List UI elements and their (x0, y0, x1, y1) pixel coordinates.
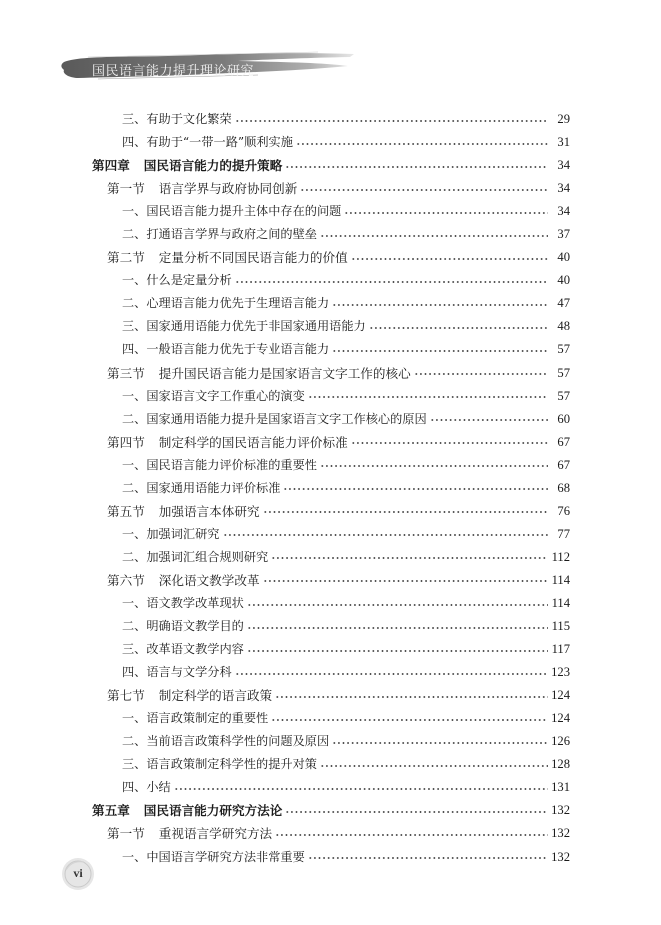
toc-entry-title: 国家通用语能力提升是国家语言文字工作核心的原因 (146, 411, 427, 426)
toc-entry-label (122, 408, 427, 431)
toc-entry-label (92, 154, 282, 177)
toc-entry-title: 当前语言政策科学性的问题及原因 (146, 734, 330, 749)
toc-entry-label (107, 431, 348, 454)
toc-entry-number: 一、 (122, 526, 147, 541)
toc-chapter-row[interactable] (92, 799, 570, 822)
toc-item-row[interactable] (92, 730, 570, 753)
toc-entry-label (122, 269, 232, 292)
toc-entry-number: 第五节 (107, 503, 145, 519)
dot-leader (332, 300, 548, 310)
toc-entry-title: 中国语言学研究方法非常重要 (146, 849, 305, 864)
toc-entry-label (92, 799, 282, 822)
toc-entry-number: 三、 (122, 642, 147, 657)
dot-leader (275, 692, 548, 702)
toc-entry-number: 四、 (122, 665, 147, 680)
toc-section-row[interactable] (92, 569, 570, 592)
toc-page-number: 47 (557, 296, 570, 311)
toc-entry-label (107, 684, 272, 707)
toc-entry-number: 第四节 (107, 434, 145, 450)
toc-page-number: 114 (551, 596, 570, 610)
toc-entry-title: 一般语言能力优先于专业语言能力 (146, 342, 330, 357)
dot-leader (351, 438, 548, 448)
toc-item-row[interactable] (92, 200, 570, 223)
toc-page-number: 132 (551, 803, 570, 818)
toc-item-row[interactable] (92, 269, 570, 292)
toc-entry-label (122, 523, 220, 546)
toc-entry-title: 打通语言学界与政府之间的壁垒 (146, 227, 317, 242)
toc-section-row[interactable] (92, 431, 570, 454)
toc-entry-title: 国家通用语能力评价标准 (146, 480, 281, 495)
dot-leader (320, 461, 548, 471)
toc-page-number: 60 (557, 411, 570, 426)
toc-page-number: 131 (551, 780, 570, 795)
dot-leader (247, 646, 548, 656)
dot-leader (271, 715, 548, 725)
dot-leader (247, 600, 548, 610)
toc-section-row[interactable] (92, 362, 570, 385)
toc-entry-title: 提升国民语言能力是国家语言文字工作的核心 (158, 365, 411, 381)
toc-entry-number: 第一节 (107, 181, 145, 197)
toc-entry-label (122, 776, 171, 799)
toc-entry-title: 语言政策制定的重要性 (146, 711, 269, 726)
toc-page-number: 57 (557, 365, 570, 380)
toc-item-row[interactable] (92, 315, 570, 338)
toc-entry-title: 改革语文教学内容 (146, 642, 244, 657)
dot-leader (308, 392, 548, 402)
toc-entry-title: 心理语言能力优先于生理语言能力 (146, 296, 330, 311)
toc-entry-title: 深化语文教学改革 (158, 572, 260, 588)
toc-page-number: 132 (551, 849, 570, 864)
toc-item-row[interactable] (92, 223, 570, 246)
dot-leader (320, 231, 548, 241)
toc-entry-number: 四、 (122, 342, 147, 357)
toc-item-row[interactable] (92, 753, 570, 776)
toc-entry-number: 二、 (122, 549, 147, 564)
toc-page-number: 124 (551, 688, 570, 703)
toc-entry-number: 第四章 (92, 158, 130, 174)
toc-entry-label (122, 592, 244, 615)
dot-leader (308, 853, 548, 863)
toc-entry-title: 定量分析不同国民语言能力的价值 (158, 250, 348, 266)
toc-page-number: 114 (551, 572, 570, 587)
toc-page-number: 115 (551, 619, 570, 634)
toc-entry-label (107, 500, 260, 523)
toc-item-row[interactable] (92, 776, 570, 799)
toc-entry-title: 有助于文化繁荣 (146, 112, 232, 127)
toc-entry-label (107, 177, 297, 200)
toc-page-number: 77 (557, 526, 570, 541)
toc-entry-label (107, 362, 411, 385)
toc-item-row[interactable] (92, 131, 570, 154)
toc-entry-title: 国民语言能力的提升策略 (143, 158, 283, 174)
toc-page-number: 34 (557, 204, 570, 219)
toc-entry-label (122, 108, 232, 131)
toc-item-row[interactable] (92, 661, 570, 684)
dot-leader (263, 576, 548, 586)
toc-page-number: 68 (557, 480, 570, 495)
toc-entry-number: 第三节 (107, 365, 145, 381)
toc-page-number: 57 (557, 388, 570, 403)
dot-leader (247, 623, 548, 633)
dot-leader (223, 530, 549, 540)
dot-leader (174, 784, 548, 794)
dot-leader (430, 415, 548, 425)
toc-entry-title: 语言政策制定科学性的提升对策 (146, 757, 317, 772)
toc-entry-title: 明确语文教学目的 (146, 619, 244, 634)
page-number: vi (73, 866, 83, 880)
toc-entry-title: 什么是定量分析 (146, 273, 232, 288)
dot-leader (235, 116, 548, 126)
toc-page-number: 117 (551, 642, 570, 657)
toc-entry-number: 二、 (122, 480, 147, 495)
toc-entry-number: 三、 (122, 112, 147, 127)
toc-entry-label (107, 246, 348, 269)
toc-entry-title: 加强语言本体研究 (158, 503, 260, 519)
toc-item-row[interactable] (92, 292, 570, 315)
toc-entry-number: 第六节 (107, 572, 145, 588)
toc-entry-title: 制定科学的语言政策 (158, 688, 273, 704)
toc-page-number: 124 (551, 711, 570, 726)
toc-entry-number: 第七节 (107, 688, 145, 704)
toc-entry-label (122, 753, 317, 776)
toc-page-number: 126 (551, 734, 570, 749)
toc-entry-number: 一、 (122, 849, 147, 864)
toc-entry-number: 第五章 (92, 803, 130, 819)
toc-entry-number: 二、 (122, 734, 147, 749)
toc-entry-number: 第二节 (107, 250, 145, 266)
dot-leader (332, 738, 548, 748)
toc-entry-title: 语言与文学分科 (146, 665, 232, 680)
toc-item-row[interactable] (92, 638, 570, 661)
toc-entry-number: 四、 (122, 780, 147, 795)
dot-leader (414, 369, 548, 379)
dot-leader (235, 277, 548, 287)
dot-leader (351, 254, 548, 264)
toc-entry-title: 制定科学的国民语言能力评价标准 (158, 434, 348, 450)
toc-entry-label (122, 546, 268, 569)
toc-page-number: 34 (557, 181, 570, 196)
toc-section-row[interactable] (92, 684, 570, 707)
toc-entry-title: 加强词汇组合规则研究 (146, 549, 269, 564)
toc-entry-label (122, 292, 329, 315)
toc-entry-label (122, 730, 329, 753)
toc-item-row[interactable] (92, 592, 570, 615)
toc-entry-label (107, 569, 260, 592)
toc-entry-label (122, 385, 305, 408)
toc-chapter-row[interactable] (92, 154, 570, 177)
dot-leader (271, 553, 548, 563)
table-of-contents (92, 108, 570, 869)
toc-page-number: 40 (557, 273, 570, 288)
toc-item-row[interactable] (92, 846, 570, 869)
toc-page-number: 48 (557, 319, 570, 334)
toc-entry-label (122, 846, 305, 869)
toc-entry-number: 四、 (122, 135, 147, 150)
toc-entry-label (122, 477, 280, 500)
toc-entry-title: 国家通用语能力优先于非国家通用语能力 (146, 319, 366, 334)
dot-leader (296, 139, 548, 149)
toc-page-number: 123 (551, 665, 570, 680)
toc-entry-number: 三、 (122, 319, 147, 334)
toc-entry-title: 有助于“一带一路”顺利实施 (146, 135, 293, 150)
toc-entry-label (107, 822, 272, 845)
toc-page-number: 57 (557, 342, 570, 357)
toc-item-row[interactable] (92, 707, 570, 730)
dot-leader (235, 669, 548, 679)
toc-item-row[interactable] (92, 546, 570, 569)
toc-page-number: 132 (551, 826, 570, 841)
toc-entry-label (122, 707, 268, 730)
running-header-title: 国民语言能力提升理论研究 (92, 64, 255, 79)
toc-entry-number: 二、 (122, 619, 147, 634)
toc-entry-number: 第一节 (107, 826, 145, 842)
toc-entry-label (122, 223, 317, 246)
toc-section-row[interactable] (92, 822, 570, 845)
toc-entry-title: 国民语言能力提升主体中存在的问题 (146, 204, 342, 219)
toc-item-row[interactable] (92, 385, 570, 408)
toc-entry-label (122, 454, 317, 477)
dot-leader (275, 830, 548, 840)
dot-leader (263, 507, 548, 517)
toc-entry-title: 国民语言能力研究方法论 (143, 803, 283, 819)
toc-entry-label (122, 200, 341, 223)
toc-entry-number: 二、 (122, 227, 147, 242)
toc-entry-number: 一、 (122, 204, 147, 219)
toc-entry-title: 重视语言学研究方法 (158, 826, 273, 842)
toc-entry-number: 二、 (122, 296, 147, 311)
dot-leader (369, 323, 548, 333)
toc-item-row[interactable] (92, 477, 570, 500)
toc-page-number: 40 (557, 250, 570, 265)
toc-entry-label (122, 661, 232, 684)
toc-item-row[interactable] (92, 108, 570, 131)
dot-leader (320, 761, 548, 771)
toc-entry-title: 国民语言能力评价标准的重要性 (146, 457, 317, 472)
toc-page-number: 76 (557, 503, 570, 518)
toc-entry-title: 国家语言文字工作重心的演变 (146, 388, 305, 403)
toc-entry-title: 小结 (146, 780, 171, 795)
toc-page-number: 37 (557, 227, 570, 242)
toc-item-row[interactable] (92, 338, 570, 361)
toc-entry-number: 一、 (122, 596, 147, 610)
toc-entry-title: 语言学界与政府协同创新 (158, 181, 298, 197)
toc-page-number: 112 (551, 549, 570, 564)
toc-page-number: 67 (557, 457, 570, 472)
toc-entry-title: 加强词汇研究 (146, 526, 220, 541)
toc-entry-number: 二、 (122, 411, 147, 426)
toc-page-number: 31 (557, 135, 570, 150)
toc-entry-number: 一、 (122, 273, 147, 288)
toc-item-row[interactable] (92, 615, 570, 638)
dot-leader (283, 484, 548, 494)
toc-page-number: 67 (557, 434, 570, 449)
toc-entry-number: 一、 (122, 388, 147, 403)
toc-entry-label (122, 338, 329, 361)
dot-leader (344, 208, 548, 218)
toc-item-row[interactable] (92, 454, 570, 477)
toc-section-row[interactable] (92, 500, 570, 523)
toc-entry-label (122, 615, 244, 638)
toc-entry-number: 一、 (122, 711, 147, 726)
toc-entry-number: 三、 (122, 757, 147, 772)
toc-section-row[interactable] (92, 246, 570, 269)
dot-leader (285, 807, 548, 817)
toc-item-row[interactable] (92, 408, 570, 431)
toc-page-number: 128 (551, 757, 570, 772)
dot-leader (285, 162, 548, 172)
toc-entry-label (122, 638, 244, 661)
dot-leader (332, 346, 548, 356)
toc-entry-title: 语文教学改革现状 (146, 596, 244, 610)
toc-page-number: 29 (557, 112, 570, 127)
toc-entry-label (122, 131, 293, 154)
dot-leader (300, 185, 548, 195)
toc-item-row[interactable] (92, 523, 570, 546)
toc-entry-number: 一、 (122, 457, 147, 472)
toc-page-number: 34 (557, 158, 570, 173)
toc-entry-label (122, 315, 366, 338)
toc-section-row[interactable] (92, 177, 570, 200)
